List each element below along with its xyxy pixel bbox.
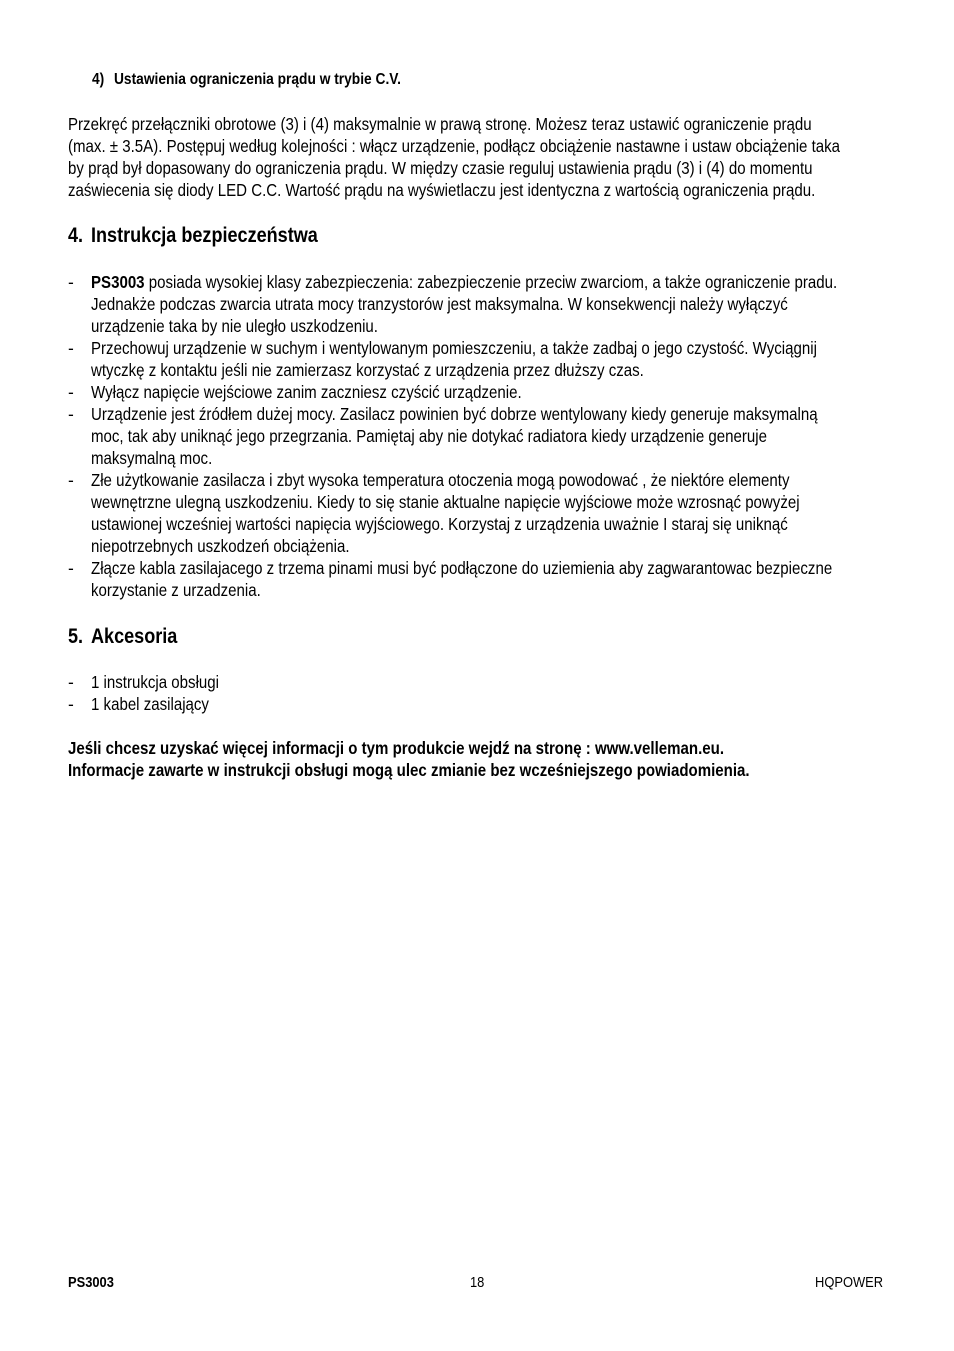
note-line: Jeśli chcesz uzyskać więcej informacji o tym produkcie wejdź na stronę : www.velleman.eu. — [68, 738, 725, 758]
item-text: niepotrzebnych uszkodzeń obciążenia. — [91, 536, 350, 556]
bullet-dash: - — [68, 382, 74, 402]
bullet-dash: - — [68, 338, 74, 358]
intro-line: by prąd był dopasowany do ograniczenia prądu. W między czasie reguluj ustawienia prądu (3) i (4) do momentu — [68, 158, 813, 178]
item-text: wewnętrzne ulegną uszkodzeniu. Kiedy to się stanie aktualne napięcie wyjściowe może wzrosnąć powyżej — [91, 492, 800, 512]
safety-list — [68, 271, 954, 601]
section-number: 4. — [68, 224, 84, 247]
item-text: posiada wysokiej klasy zabezpieczenia: zabezpieczenie przeciw zwarciom, a także ograniczenie pradu. — [144, 272, 838, 292]
bullet-dash: - — [68, 558, 74, 578]
bullet-dash: - — [68, 694, 74, 714]
product-model: PS3003 — [91, 272, 145, 292]
item-text: 1 kabel zasilający — [91, 694, 209, 714]
item-text: Złe użytkowanie zasilacza i zbyt wysoka temperatura otoczenia mogą powodować , że niektóre elementy — [91, 470, 790, 490]
item-text: korzystanie z urzadzenia. — [91, 580, 261, 600]
accessories-list — [68, 671, 954, 715]
item-text: Urządzenie jest źródłem dużej mocy. Zasilacz powinien być dobrze wentylowany kiedy generuje maksymalną — [91, 404, 818, 424]
item-text: wtyczkę z kontaktu jeśli nie zamierzasz korzystać z urządzenia przez dłuższy czas. — [91, 360, 644, 380]
intro-line: zaświecenia się diody LED C.C. Wartość prądu na wyświetlaczu jest identyczna z wartością ograniczenia prądu. — [68, 180, 816, 200]
item-text: Wyłącz napięcie wejściowe zanim zaczniesz czyścić urządzenie. — [91, 382, 522, 402]
footer-brand: HQPOWER — [815, 1274, 884, 1291]
list-item — [68, 403, 954, 469]
list-item — [68, 337, 954, 381]
item-text: maksymalną moc. — [91, 448, 213, 468]
item-text: Jednakże podczas zwarcia utrata mocy tranzystorów jest maksymalna. W konsekwencji należy wyłączyć — [91, 294, 788, 314]
intro-line: Przekręć przełączniki obrotowe (3) i (4) maksymalnie w prawą stronę. Możesz teraz ustawić ograniczenie prądu — [68, 114, 812, 134]
item-text: Przechowuj urządzenie w suchym i wentylowanym pomieszczeniu, a także zadbaj o jego czystość. Wyciągnij — [91, 338, 817, 358]
bullet-dash: - — [68, 404, 74, 424]
item-text: 1 instrukcja obsługi — [91, 672, 219, 692]
item-text: urządzenie taka by nie uległo uszkodzeniu. — [91, 316, 378, 336]
intro-paragraph — [68, 113, 954, 201]
closing-notes — [68, 737, 954, 781]
page-number: 18 — [470, 1274, 485, 1291]
list-item — [68, 693, 954, 715]
item-text: Złącze kabla zasilajacego z trzema pinami musi być podłączone do uziemienia aby zagwarantowac bezpieczne — [91, 558, 833, 578]
subsection-number: 4) — [92, 71, 105, 88]
list-item — [68, 469, 954, 557]
list-item — [68, 557, 954, 601]
list-item — [68, 671, 954, 693]
note-line: Informacje zawarte w instrukcji obsługi mogą ulec zmianie bez wcześniejszego powiadomienia. — [68, 760, 750, 780]
section-title: Instrukcja bezpieczeństwa — [91, 224, 318, 247]
bullet-dash: - — [68, 272, 74, 292]
bullet-dash: - — [68, 672, 74, 692]
item-text: ustawionej wcześniej wartości napięcia wyjściowego. Korzystaj z urządzenia uważnie I staraj się uniknąć — [91, 514, 788, 534]
item-text: moc, tak aby uniknąć jego przegrzania. Pamiętaj aby nie dotykać radiatora kiedy urządzenie generuje — [91, 426, 767, 446]
footer-model: PS3003 — [68, 1274, 114, 1291]
bullet-dash: - — [68, 470, 74, 490]
section-title: Akcesoria — [91, 625, 178, 648]
subsection-title: Ustawienia ograniczenia prądu w trybie C.V. — [114, 71, 402, 88]
section-number: 5. — [68, 625, 84, 648]
list-item — [68, 381, 954, 403]
intro-line: (max. ± 3.5A). Postępuj według kolejności : włącz urządzenie, podłącz obciążenie nastawne i ustaw obciążenie taka — [68, 136, 841, 156]
list-item — [68, 271, 954, 337]
